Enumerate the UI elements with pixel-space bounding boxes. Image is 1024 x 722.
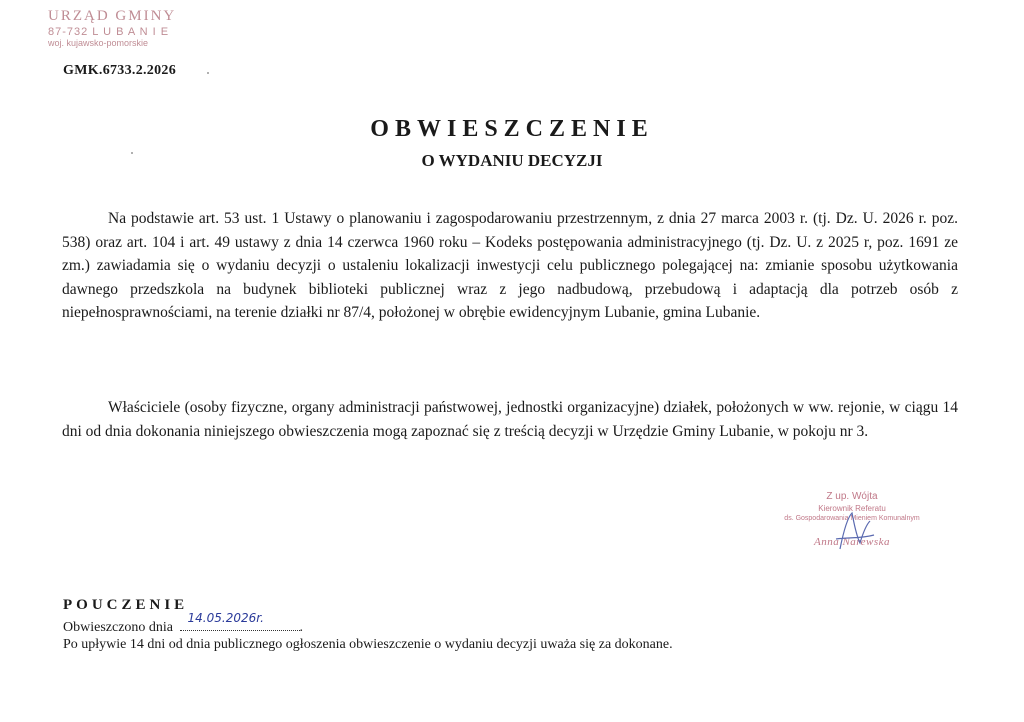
- reference-number: GMK.6733.2.2026: [63, 63, 176, 78]
- stray-dot: [207, 72, 209, 74]
- signature-department: ds. Gospodarowania Mieniem Komunalnym: [784, 515, 920, 522]
- stamp-postal-code: 87-732 L U B A N I E: [48, 26, 170, 38]
- posted-date-field: [180, 611, 300, 631]
- posted-date-suffix: .: [299, 620, 304, 635]
- instruction-heading: POUCZENIE: [63, 597, 189, 613]
- posted-date-handwritten: 14.05.2026r.: [187, 611, 264, 625]
- posted-date-label: Obwieszczono dnia: [63, 620, 174, 635]
- paragraph-2-text: Właściciele (osoby fizyczne, organy administracji państwowej, jednostki organizacyjne) działek, położonych w ww. rejonie, w ciągu 14 dni od dnia dokonania niniejszego obwieszczenia mogą zapoznać się z treścią decyzji w Urzędzie Gminy Lubanie, w pokoju nr 3.: [62, 399, 958, 440]
- signature-role: Kierownik Referatu: [818, 504, 886, 513]
- signature-authority: Z up. Wójta: [826, 491, 878, 502]
- body-paragraph-2: [62, 396, 958, 443]
- paragraph-1-text: Na podstawie art. 53 ust. 1 Ustawy o planowaniu i zagospodarowaniu przestrzennym, z dnia 27 marca 2003 r. (tj. Dz. U. 2026 r. poz. 538) oraz art. 104 i art. 49 ustawy z dnia 14 czerwca 1960 roku – Kodeks postępowania administracyjnego (tj. Dz. U. z 2025 r, poz. 1691 ze zm.) zawiadamia się o wydaniu decyzji o ustaleniu lokalizacji inwestycji celu publicznego polegającej na: zmianie sposobu użytkowania dawnego przedszkola na budynek biblioteki publicznej wraz z jego nadbudową, przebudową i adaptacją dla potrzeb osób z niepełnosprawnościami, na terenie działki nr 87/4, położonej w obrębie ewidencyjnym Lubanie, gmina Lubanie.: [62, 210, 958, 321]
- office-stamp: [48, 8, 228, 48]
- final-notice: Po upływie 14 dni od dnia publicznego ogłoszenia obwieszczenie o wydaniu decyzji uważa się za dokonane.: [63, 637, 673, 652]
- handwritten-signature-icon: [830, 509, 876, 553]
- stamp-voivodeship: woj. kujawsko-pomorskie: [48, 38, 149, 48]
- body-paragraph-1: [62, 207, 958, 325]
- stamp-office-name: URZĄD GMINY: [48, 8, 177, 24]
- document-title: OBWIESZCZENIE: [370, 116, 654, 142]
- posted-date-line: [63, 611, 304, 636]
- signatory-name: Anna Narewska: [813, 536, 891, 548]
- document-subtitle: O WYDANIU DECYZJI: [421, 151, 603, 170]
- signature-block: [752, 491, 952, 548]
